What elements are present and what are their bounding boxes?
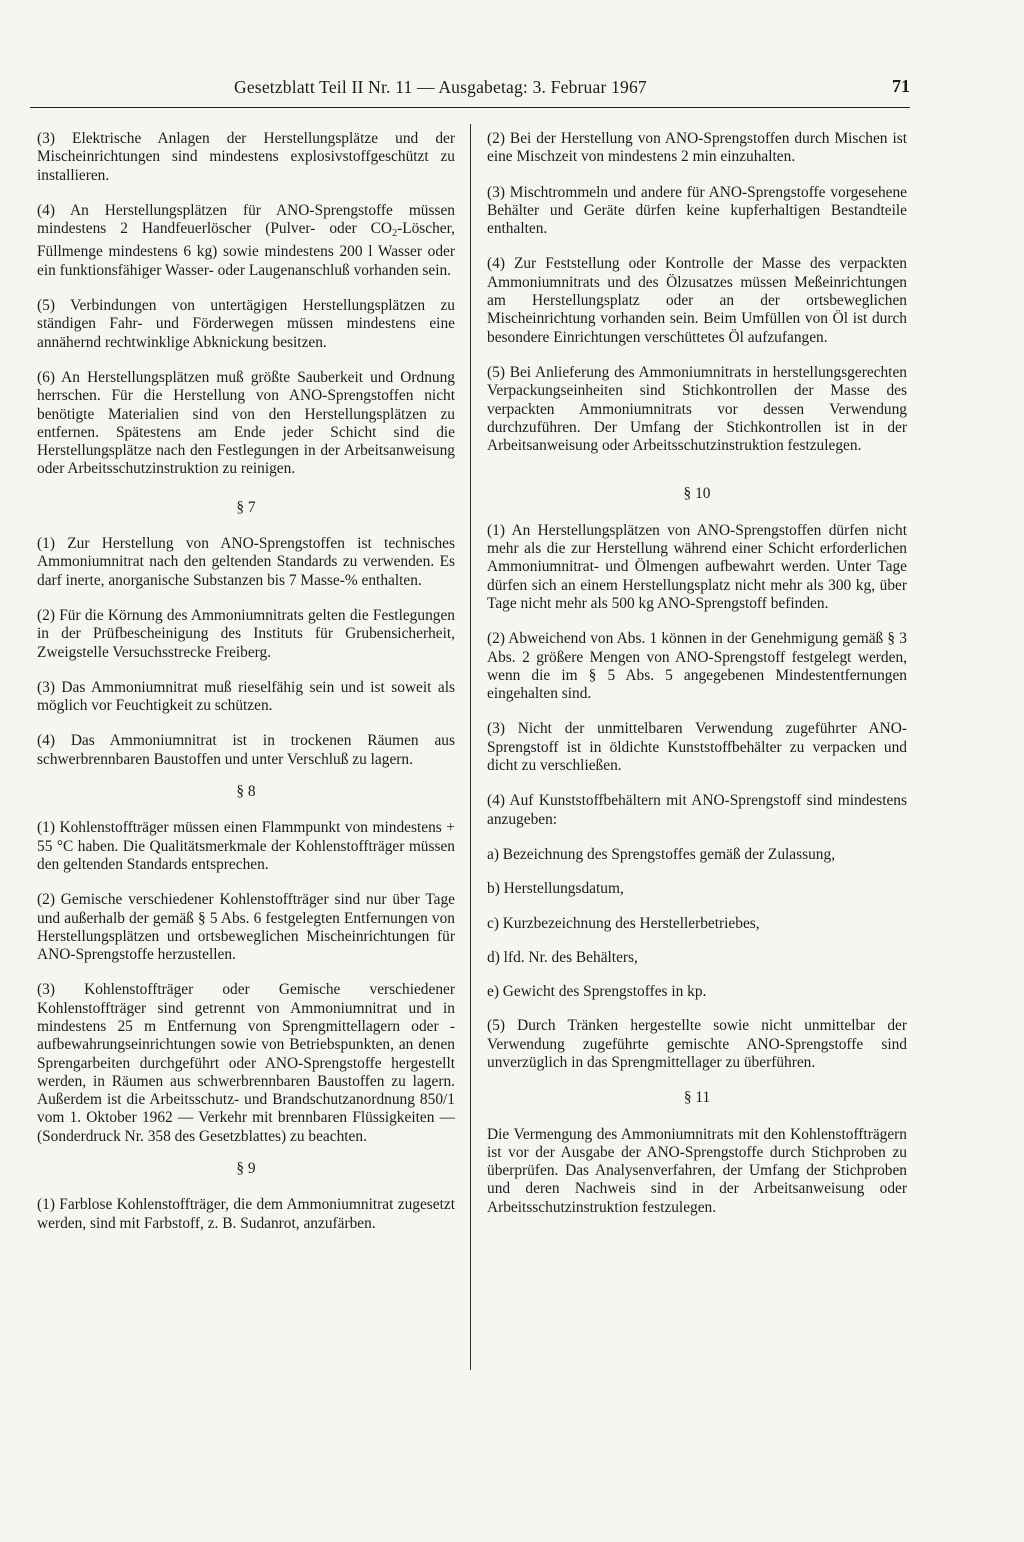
section-10-paragraph-4: (4) Auf Kunststoffbehältern mit ANO-Sprengstoff sind mindestens anzugeben:: [487, 792, 907, 828]
paragraph-6-3: (3) Elektrische Anlagen der Herstellungsplätze und der Mischeinrichtungen sind mindestens explosivstoffgeschützt zu installieren.: [37, 130, 455, 184]
section-7-paragraph-1: (1) Zur Herstellung von ANO-Sprengstoffen ist technisches Ammoniumnitrat nach den geltenden Standards zu verwenden. Es darf inerte, anorganische Substanzen bis 7 Masse-% enthalten.: [37, 535, 455, 589]
section-10-heading: § 10: [683, 485, 711, 503]
section-9-paragraph-4: (4) Zur Feststellung oder Kontrolle der Masse des verpackten Ammoniumnitrats und des Ölzusatzes müssen Meßeinrichtungen am Herstellungsplatz oder an der ortsbeweglichen Mischeinrichtung vorhanden sein. Beim Umfüllen von Öl ist durch besondere Einrichtungen verschüttetes Öl aufzufangen.: [487, 255, 907, 346]
section-8-paragraph-3: (3) Kohlenstoffträger oder Gemische verschiedener Kohlenstoffträger sind getrennt von Ammoniumnitrat und in mindestens 25 m Entfernung von Sprengmittellagern oder -aufbewahrungseinrichtungen sowie von Betriebspunkten, an denen Sprengarbeiten durchgeführt oder ANO-Sprengstoffe hergestellt werden, in Räumen aus schwerbrennbaren Baustoffen zu lagern. Außerdem ist die Arbeitsschutz- und Brandschutzanordnung 850/1 vom 1. Oktober 1962 — Verkehr mit brennbaren Flüssigkeiten — (Sonderdruck Nr. 358 des Gesetzblattes) zu beachten.: [37, 981, 455, 1145]
section-8-paragraph-2: (2) Gemische verschiedener Kohlenstoffträger sind nur über Tage und außerhalb der gemäß § 5 Abs. 6 festgelegten Entfernungen von Herstellungsplätzen und ortsbeweglichen Mischeinrichtungen für ANO-Sprengstoffe herzustellen.: [37, 891, 455, 964]
section-11-heading: § 11: [683, 1089, 711, 1107]
left-column: [37, 130, 455, 1250]
section-9-heading: § 9: [236, 1160, 256, 1178]
section-11-paragraph: Die Vermengung des Ammoniumnitrats mit den Kohlenstoffträgern ist vor der Ausgabe der ANO-Sprengstoffe durch Stichproben zu überprüfen. Das Analysenverfahren, der Umfang der Stichproben und deren Nachweis sind in der Arbeitsanweisung oder Arbeitsschutzinstruktion festzulegen.: [487, 1125, 907, 1216]
paragraph-6-6: (6) An Herstellungsplätzen muß größte Sauberkeit und Ordnung herrschen. Für die Herstellung von ANO-Sprengstoffen nicht benötigte Materialien sind von den Herstellungsplätzen zu entfernen. Spätestens am Ende jeder Schicht sind die Herstellungsplätze nach den Festlegungen in der Arbeitsanweisung oder Arbeitsschutzinstruktion zu reinigen.: [37, 368, 455, 478]
list-item: c) Kurzbezeichnung des Herstellerbetriebes,: [487, 914, 760, 932]
section-9-paragraph-3: (3) Mischtrommeln und andere für ANO-Sprengstoffe vorgesehene Behälter und Geräte dürfen keine kupferhaltigen Bestandteile enthalten.: [487, 183, 907, 238]
section-7-paragraph-2: (2) Für die Körnung des Ammoniumnitrats gelten die Festlegungen in der Prüfbescheinigung des Instituts für Grubensicherheit, Zweigstelle Versuchsstrecke Freiberg.: [37, 606, 455, 661]
paragraph-6-5: (5) Verbindungen von untertägigen Herstellungsplätzen zu ständigen Fahr- und Förderwegen müssen mindestens eine annähernd rechtwinklige Abknickung besitzen.: [37, 297, 455, 351]
section-10-paragraph-2: (2) Abweichend von Abs. 1 können in der Genehmigung gemäß § 3 Abs. 2 größere Mengen von ANO-Sprengstoff festgelegt werden, wenn die im § 5 Abs. 5 angegebenen Mindestentfernungen eingehalten sind.: [487, 630, 907, 703]
header-rule: [30, 107, 910, 108]
list-item: b) Herstellungsdatum,: [487, 880, 624, 898]
section-9-paragraph-2: (2) Bei der Herstellung von ANO-Sprengstoffen durch Mischen ist eine Mischzeit von mindestens 2 min einzuhalten.: [487, 130, 907, 166]
paragraph-6-4-part-a: (4) An Herstellungsplätzen für ANO-Sprengstoffe müssen mindestens 2 Handfeuerlöscher (Pulver- oder CO: [37, 201, 455, 238]
section-7-paragraph-4: (4) Das Ammoniumnitrat ist in trockenen Räumen aus schwerbrennbaren Baustoffen und unter Verschluß zu lagern.: [37, 732, 455, 768]
list-item: e) Gewicht des Sprengstoffes in kp.: [487, 983, 707, 1001]
section-10-paragraph-5: (5) Durch Tränken hergestellte sowie nicht unmittelbar der Verwendung zugeführte gemischte ANO-Sprengstoffe sind unverzüglich in das Sprengmittellager zu überführen.: [487, 1017, 907, 1071]
paragraph-6-4: [37, 202, 455, 280]
section-8-heading: § 8: [236, 783, 256, 801]
section-9-paragraph-1: (1) Farblose Kohlenstoffträger, die dem Ammoniumnitrat zugesetzt werden, sind mit Farbstoff, z. B. Sudanrot, anzufärben.: [37, 1196, 455, 1232]
subscript-2: 2: [392, 228, 398, 240]
section-10-paragraph-1: (1) An Herstellungsplätzen von ANO-Sprengstoffen dürfen nicht mehr als die zur Herstellung während einer Schicht erforderlichen Ammoniumnitrat- und Ölmengen aufbewahrt werden. Unter Tage dürfen sich an einem Herstellungsplatz nicht mehr als 300 kg, über Tage nicht mehr als 500 kg ANO-Sprengstoff befinden.: [487, 521, 907, 612]
list-item: d) lfd. Nr. des Behälters,: [487, 948, 638, 966]
section-10-paragraph-3: (3) Nicht der unmittelbaren Verwendung zugeführter ANO-Sprengstoff ist in öldichte Kunststoffbehälter zu verpacken und dicht zu verschließen.: [487, 720, 907, 775]
header-title: Gesetzblatt Teil II Nr. 11 — Ausgabetag: 3. Februar 1967: [234, 77, 647, 97]
section-9-paragraph-5: (5) Bei Anlieferung des Ammoniumnitrats in herstellungsgerechten Verpackungseinheiten sind Stichkontrollen der Masse des verpackten Ammoniumnitrats vor dessen Verwendung durchzuführen. Der Umfang der Stichkontrollen ist in der Arbeitsanweisung oder Arbeitsschutzinstruktion festzulegen.: [487, 363, 907, 455]
list-item: a) Bezeichnung des Sprengstoffes gemäß der Zulassung,: [487, 845, 836, 863]
section-7-heading: § 7: [236, 498, 256, 516]
paragraph-6-4-part-b: -Löscher, Füllmenge mindestens 6 kg) sowie mindestens 200 l Wasser oder ein funktionsfähiger Wasser- oder Laugenanschluß vorhanden sein.: [37, 220, 455, 279]
page-header: [30, 74, 910, 108]
right-column: [487, 130, 907, 1234]
page-number: 71: [892, 76, 910, 96]
section-7-paragraph-3: (3) Das Ammoniumnitrat muß rieselfähig sein und ist soweit als möglich vor Feuchtigkeit zu schützen.: [37, 678, 455, 715]
section-8-paragraph-1: (1) Kohlenstoffträger müssen einen Flammpunkt von mindestens + 55 °C haben. Die Qualitätsmerkmale der Kohlenstoffträger müssen den geltenden Standards entsprechen.: [37, 819, 455, 873]
column-divider: [470, 124, 471, 1370]
